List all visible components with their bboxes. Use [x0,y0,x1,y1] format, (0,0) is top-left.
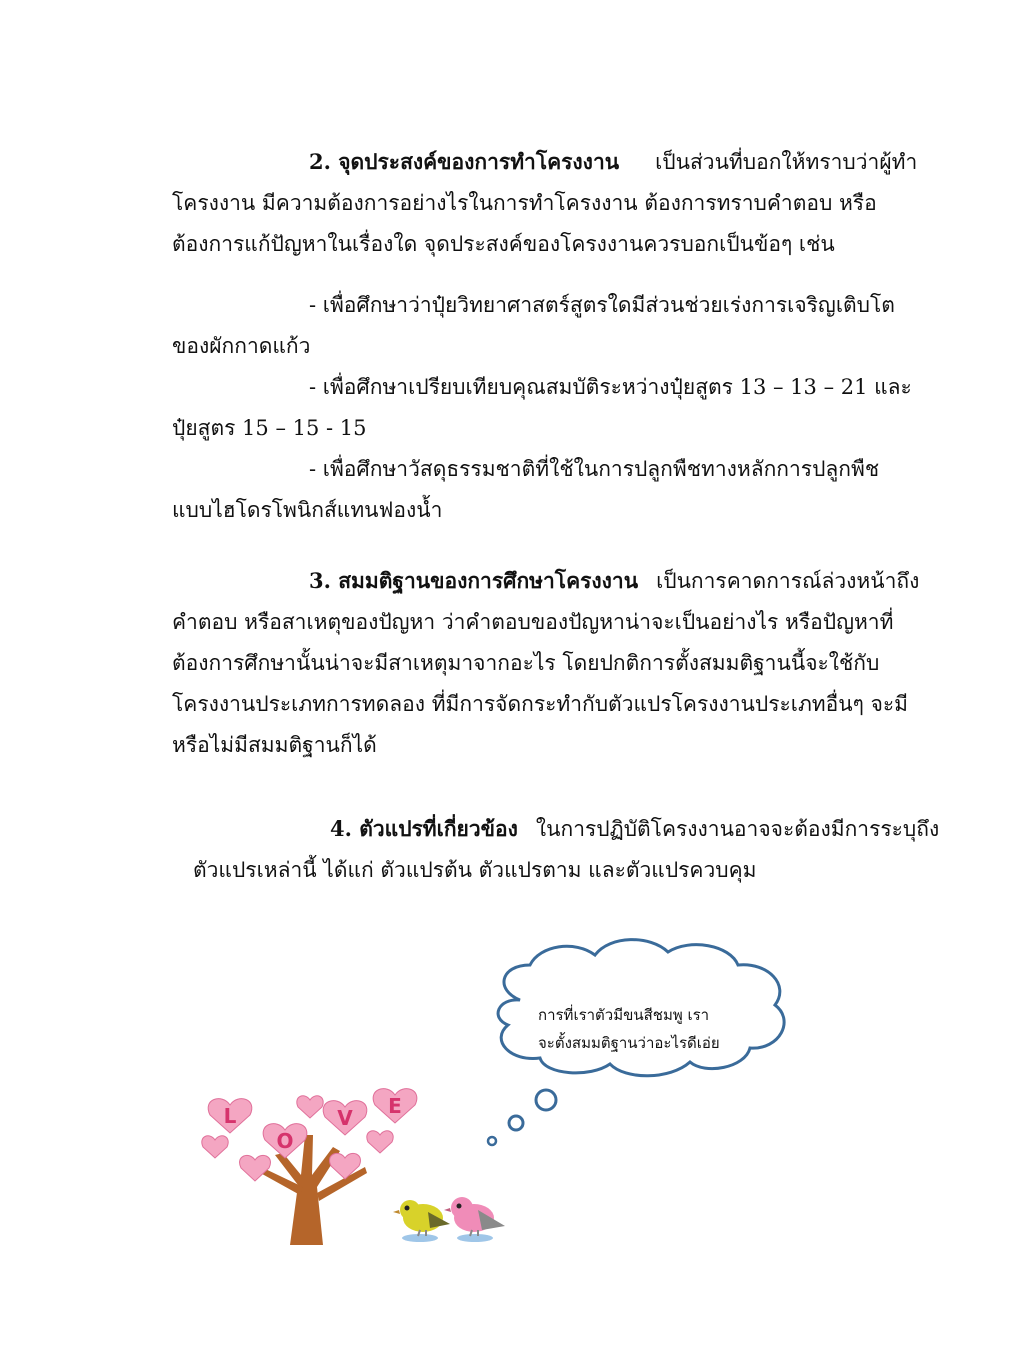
thought-dot-medium [509,1116,523,1130]
section2-line3: ต้องการแก้ปัญหาในเรื่องใด จุดประสงค์ของโครงงานควรบอกเป็นข้อๆ เช่น [172,232,835,256]
tree-letter-e: E [388,1094,402,1118]
birds-image [390,1190,510,1245]
heart-shape [297,1096,323,1118]
section3-heading: 3. สมมติฐานของการศึกษาโครงงาน [309,568,639,593]
heart-shape [367,1131,393,1153]
section3-line3: ต้องการศึกษานั้นน่าจะมีสาเหตุมาจากอะไร โดยปกติการตั้งสมมติฐานนี้จะใช้กับ [172,651,880,675]
tree-letter-o: O [276,1129,294,1153]
section3-line4: โครงงานประเภทการทดลอง ที่มีการจัดกระทำกับตัวแปรโครงงานประเภทอื่นๆ จะมี [172,692,908,716]
thought-dot-large [536,1090,556,1110]
section2-item2-line1: - เพื่อศึกษาเปรียบเทียบคุณสมบัติระหว่างปุ๋ยสูตร 13 – 13 – 21 และ [309,375,912,399]
section2-item2-line2: ปุ๋ยสูตร 15 – 15 - 15 [172,416,367,440]
section2-item1-line2: ของผักกาดแก้ว [172,334,311,358]
section4-line2: ตัวแปรเหล่านี้ ได้แก่ ตัวแปรต้น ตัวแปรตาม และตัวแปรควบคุม [193,858,757,882]
section3-line2: คำตอบ หรือสาเหตุของปัญหา ว่าคำตอบของปัญหาน่าจะเป็นอย่างไร หรือปัญหาที่ [172,610,894,634]
section4-heading: 4. ตัวแปรที่เกี่ยวข้อง [330,816,518,841]
section4-line1-text: ในการปฏิบัติโครงงานอาจจะต้องมีการระบุถึง [535,817,940,841]
section3-line1-text: เป็นการคาดการณ์ล่วงหน้าถึง [656,569,920,593]
tree-letter-l: L [223,1104,237,1128]
section3-line5: หรือไม่มีสมมติฐานก็ได้ [172,733,377,757]
section2-heading: 2. จุดประสงค์ของการทำโครงงาน [309,149,620,174]
section2-line1-text: เป็นส่วนที่บอกให้ทราบว่าผู้ทำ [655,150,918,174]
heart-shape [202,1136,228,1158]
heart-shape [240,1155,271,1181]
section2-item3-line1: - เพื่อศึกษาวัสดุธรรมชาติที่ใช้ในการปลูกพืชทางหลักการปลูกพืช [309,457,880,481]
section2-item3-line2: แบบไฮโดรโพนิกส์แทนฟองน้ำ [172,498,443,522]
thought-bubble-line2: จะตั้งสมมติฐานว่าอะไรดีเอ่ย [538,1034,720,1052]
tree-letter-v: V [337,1106,353,1130]
yellow-bird [393,1200,450,1236]
pink-bird [444,1197,505,1236]
section2-item1-line1: - เพื่อศึกษาว่าปุ๋ยวิทยาศาสตร์สูตรใดมีส่วนช่วยเร่งการเจริญเติบโต [309,293,895,317]
section2-line2: โครงงาน มีความต้องการอย่างไรในการทำโครงงาน ต้องการทราบคำตอบ หรือ [172,191,877,215]
thought-bubble-line1: การที่เราตัวมีขนสีชมพู เรา [538,1006,710,1024]
thought-dot-small [488,1137,496,1145]
